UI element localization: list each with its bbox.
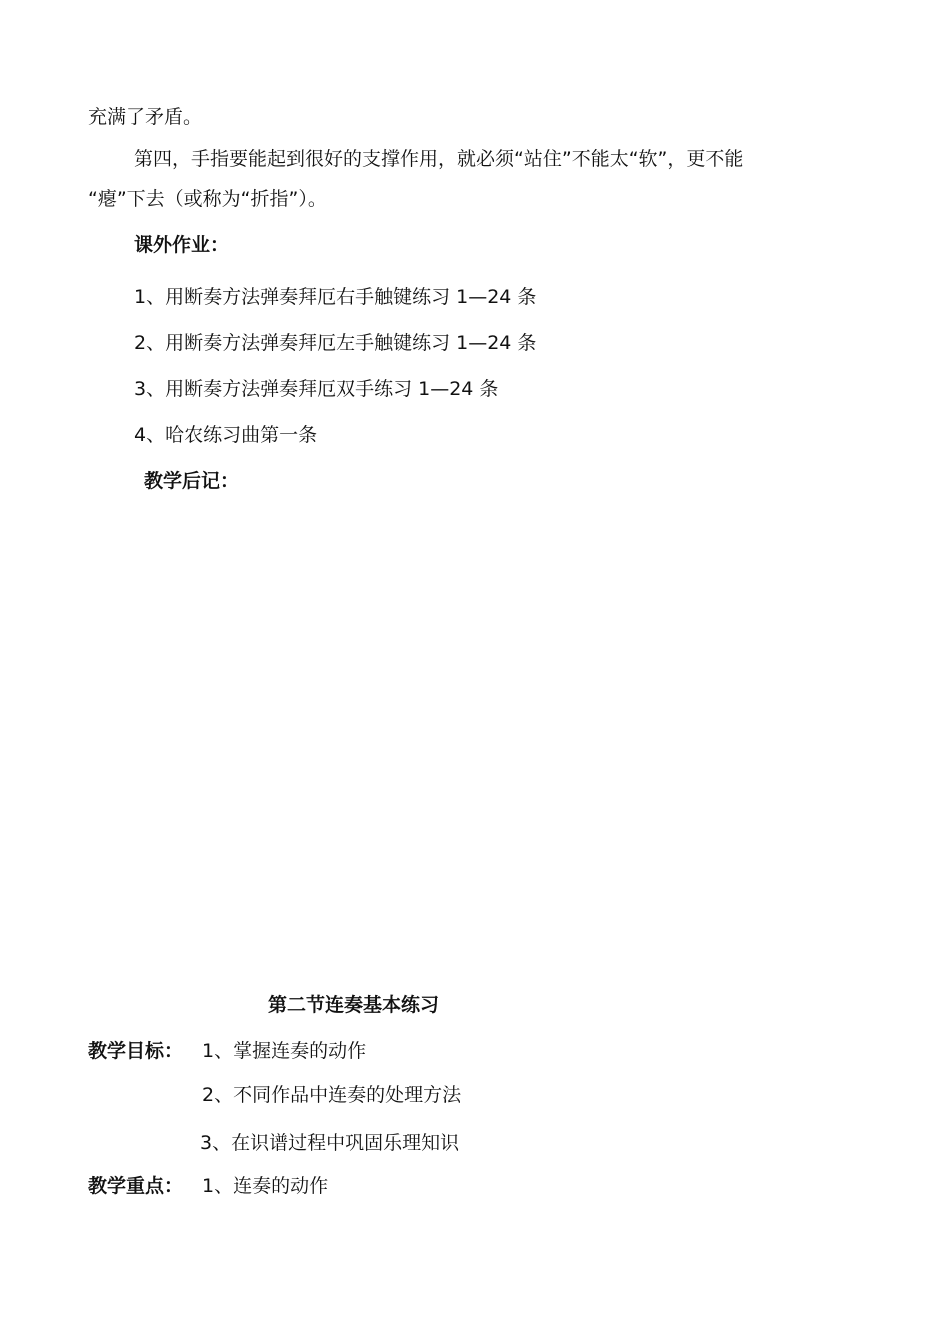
objectives-label: 教学目标：: [88, 1040, 184, 1062]
paragraph-line: 充满了矛盾。: [88, 106, 203, 128]
objective-item: 3、在识谱过程中巩固乐理知识: [200, 1132, 460, 1154]
key-point-item: 1、连奏的动作: [202, 1175, 329, 1197]
homework-item: 2、用断奏方法弹奏拜厄左手触键练习 1—24 条: [134, 332, 537, 354]
homework-item: 4、哈农练习曲第一条: [134, 424, 318, 446]
paragraph-line: 第四，手指要能起到很好的支撑作用，就必须“站住”不能太“软”，更不能: [134, 148, 744, 170]
objective-item: 1、掌握连奏的动作: [202, 1040, 367, 1062]
section-title: 第二节连奏基本练习: [268, 994, 440, 1016]
postscript-heading: 教学后记：: [144, 470, 240, 492]
homework-item: 1、用断奏方法弹奏拜厄右手触键练习 1—24 条: [134, 286, 537, 308]
homework-item: 3、用断奏方法弹奏拜厄双手练习 1—24 条: [134, 378, 499, 400]
homework-heading: 课外作业：: [134, 234, 230, 256]
key-points-label: 教学重点：: [88, 1175, 184, 1197]
objective-item: 2、不同作品中连奏的处理方法: [202, 1084, 462, 1106]
paragraph-line: “瘪”下去（或称为“折指”）。: [88, 188, 327, 210]
